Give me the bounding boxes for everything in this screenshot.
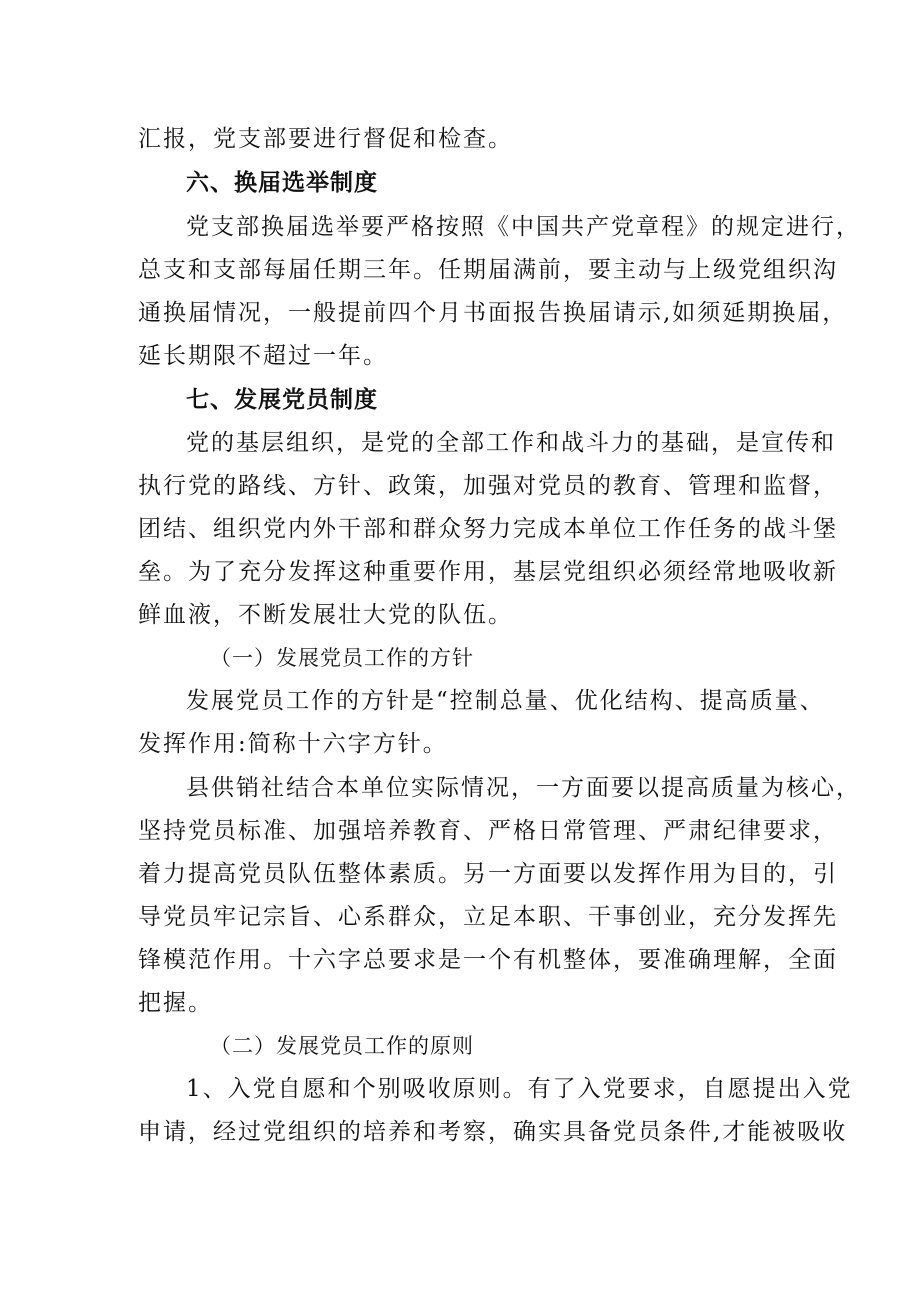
text-line: 延长期限不超过一年。 bbox=[138, 343, 388, 369]
text-line: 1、入党自愿和个别吸收原则。有了入党要求，自愿提出入党 bbox=[186, 1076, 853, 1102]
text-line: 着力提高党员队伍整体素质。另一方面要以发挥作用为目的，引 bbox=[138, 861, 838, 887]
section-heading-7: 七、发展党员制度 bbox=[186, 387, 378, 413]
text-line: 申请，经过党组织的培养和考察，确实具备党员条件,才能被吸收 bbox=[138, 1119, 848, 1145]
text-line: 党的基层组织，是党的全部工作和战斗力的基础，是宣传和 bbox=[186, 430, 836, 456]
text-line: 鲜血液，不断发展壮大党的队伍。 bbox=[138, 602, 513, 628]
text-line: 坚持党员标准、加强培养教育、严格日常管理、严肃纪律要求， bbox=[138, 818, 838, 844]
text-line: 县供销社结合本单位实际情况，一方面要以提高质量为核心， bbox=[186, 775, 861, 801]
text-line: 把握。 bbox=[138, 990, 213, 1016]
text-line: 发挥作用:简称十六字方针。 bbox=[138, 731, 448, 757]
text-line: 党支部换届选举要严格按照《中国共产党章程》的规定进行， bbox=[186, 214, 861, 240]
subsection-heading-1: （一）发展党员工作的方针 bbox=[210, 646, 474, 670]
section-heading-6: 六、换届选举制度 bbox=[186, 170, 378, 196]
text-line: 导党员牢记宗旨、心系群众，立足本职、干事创业，充分发挥先 bbox=[138, 904, 838, 930]
text-line: 总支和支部每届任期三年。任期届满前，要主动与上级党组织沟 bbox=[138, 257, 838, 283]
text-line: 汇报，党支部要进行督促和检查。 bbox=[138, 126, 513, 152]
text-line: 发展党员工作的方针是“控制总量、优化结构、提高质量、 bbox=[186, 688, 825, 714]
text-line: 垒。为了充分发挥这种重要作用，基层党组织必须经常地吸收新 bbox=[138, 559, 838, 585]
text-line: 通换届情况，一般提前四个月书面报告换届请示,如须延期换届， bbox=[138, 300, 848, 326]
text-line: 团结、组织党内外干部和群众努力完成本单位工作任务的战斗堡 bbox=[138, 516, 838, 542]
text-line: 锋模范作用。十六字总要求是一个有机整体，要准确理解，全面 bbox=[138, 947, 838, 973]
text-line: 执行党的路线、方针、政策，加强对党员的教育、管理和监督， bbox=[138, 473, 838, 499]
subsection-heading-2: （二）发展党员工作的原则 bbox=[210, 1034, 474, 1058]
